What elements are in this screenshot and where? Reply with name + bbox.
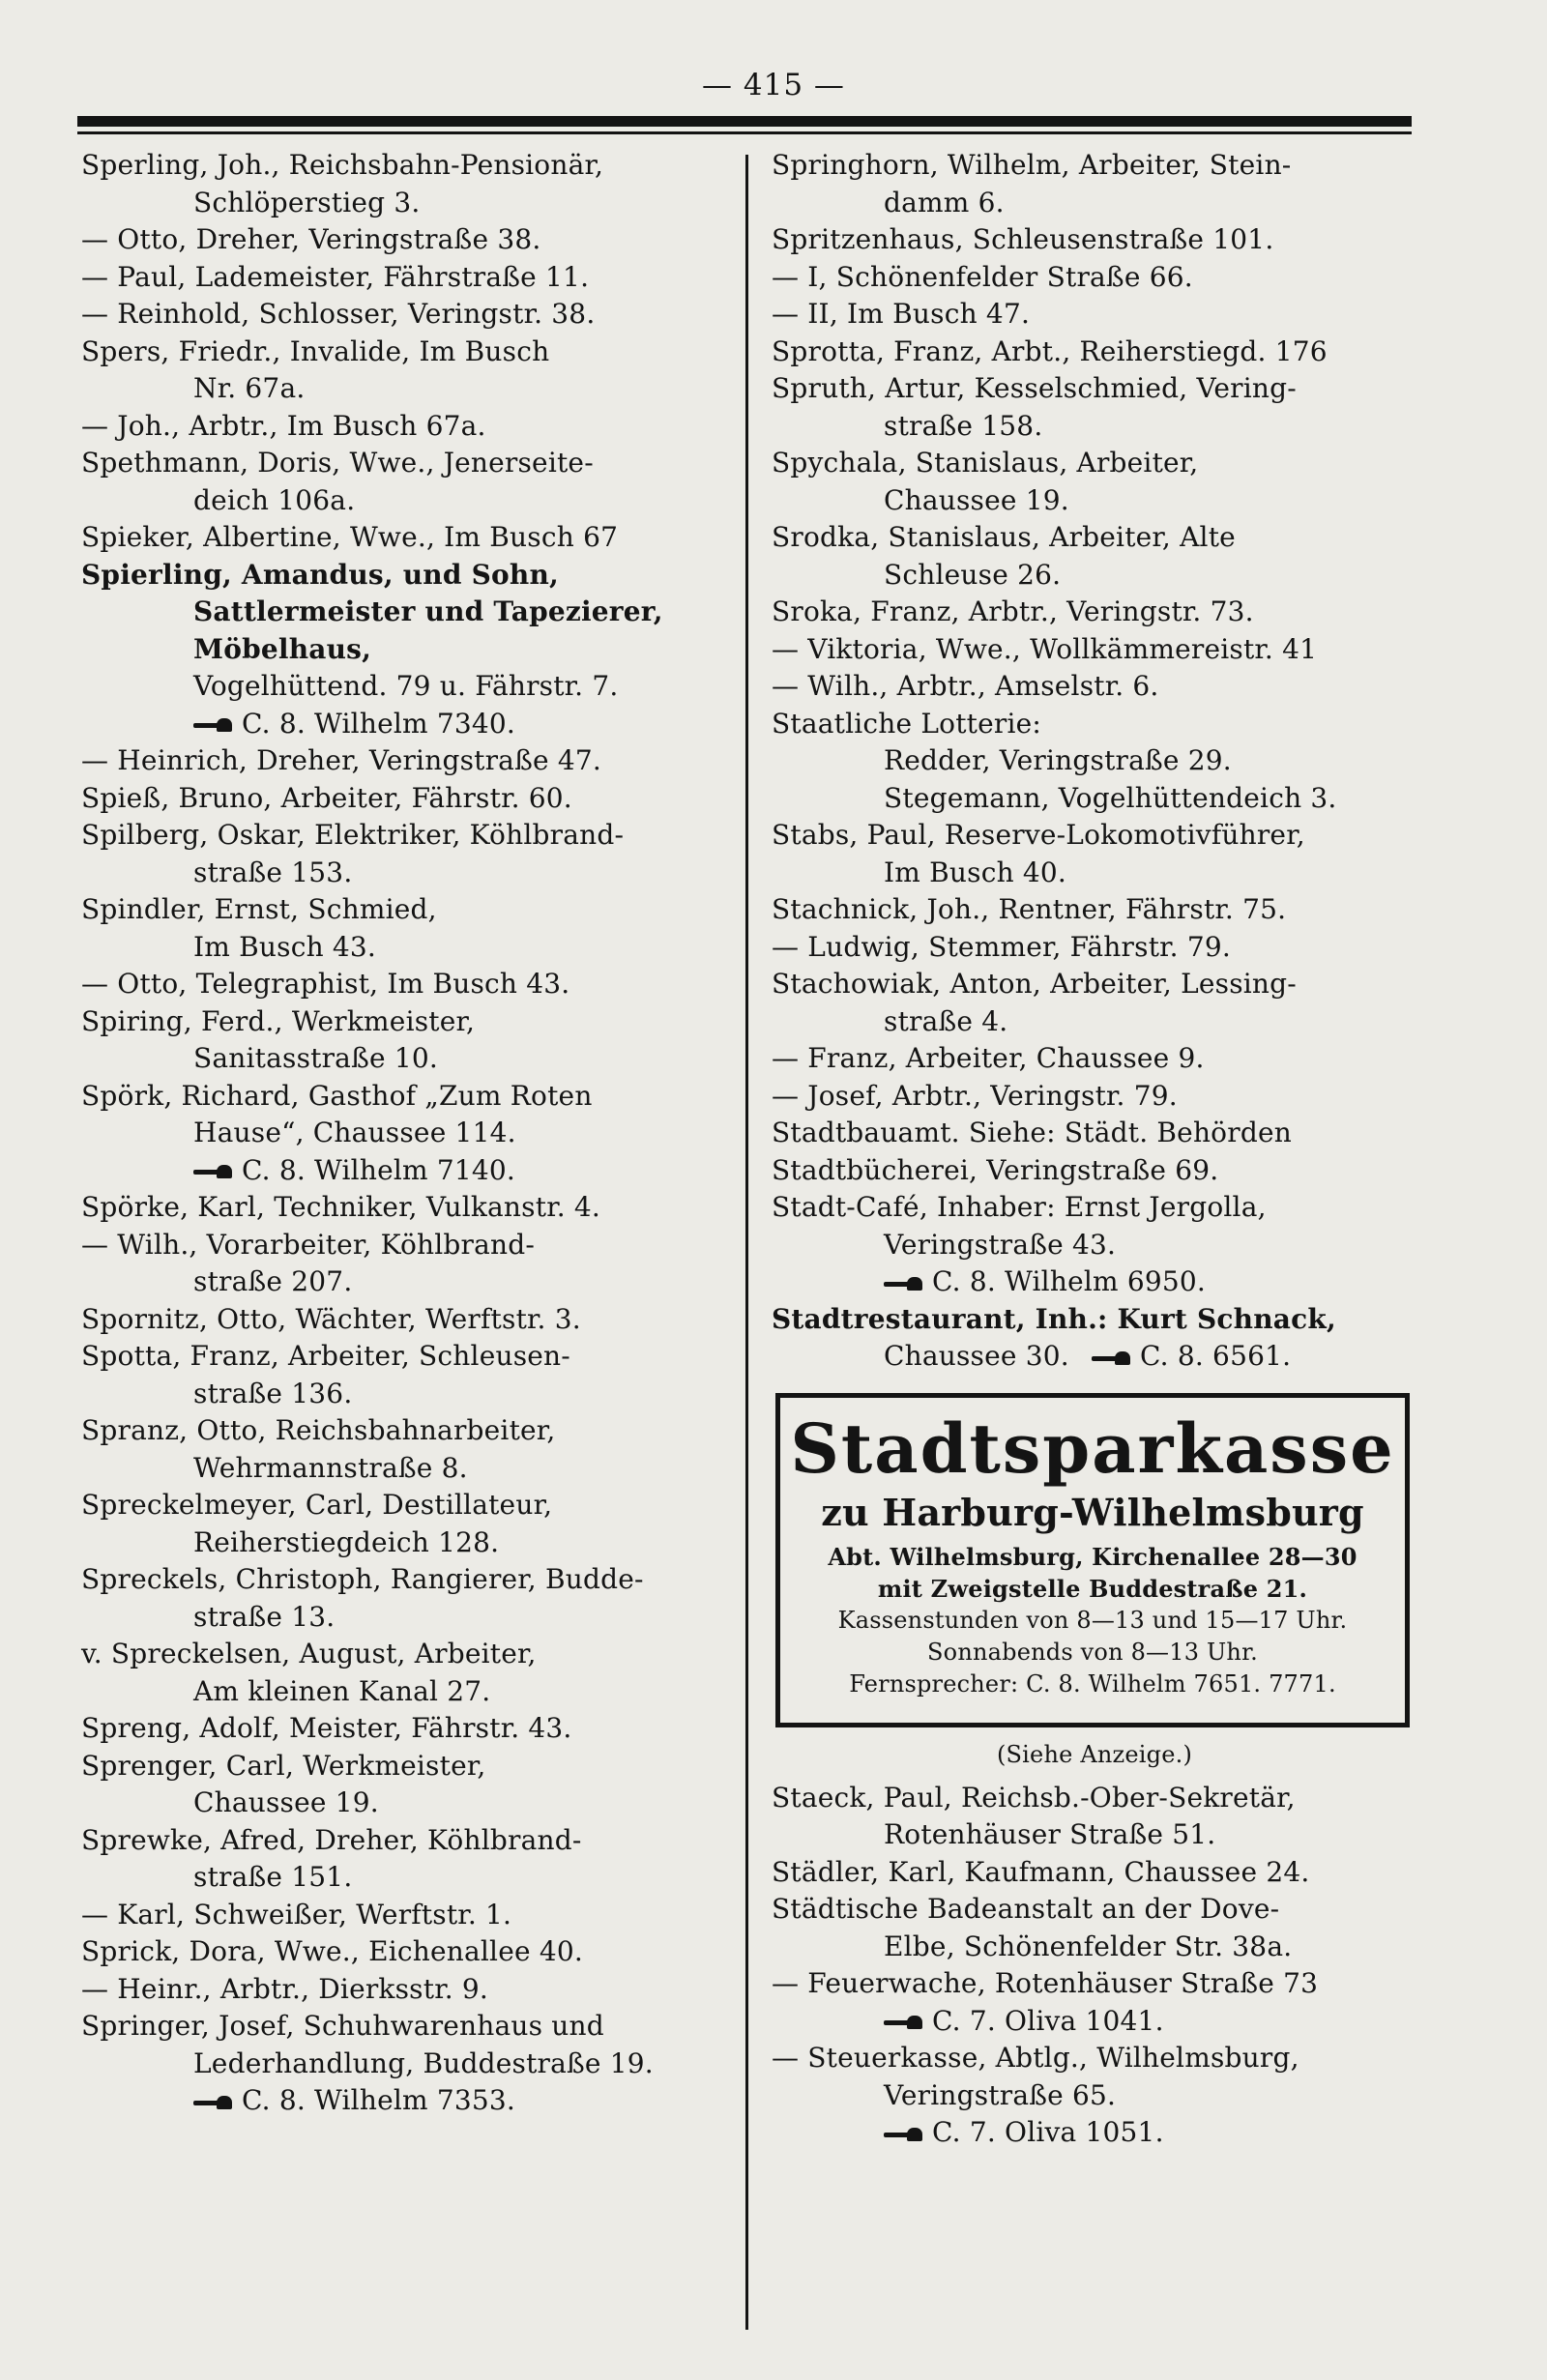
directory-entry [81,1338,731,1412]
directory-entry [81,557,731,743]
entry-line-indented: straße 13. [193,1600,336,1633]
telephone-icon [884,2016,922,2029]
entry-line: Spiring, Ferd., Werkmeister, [81,1004,476,1037]
directory-entry [81,1189,731,1227]
directory-entry [81,780,731,818]
entry-line: Stachowiak, Anton, Arbeiter, Lessing- [772,968,1297,1000]
entry-line: — Otto, Telegraphist, Im Busch 43. [81,968,570,1000]
directory-entry [81,1487,731,1561]
directory-entry [772,296,1417,334]
entry-line: — Reinhold, Schlosser, Veringstr. 38. [81,298,596,330]
entry-line-indented: Im Busch 40. [884,856,1067,888]
directory-entry [81,742,731,780]
directory-entry [81,147,731,221]
entry-line: — Steuerkasse, Abtlg., Wilhelmsburg, [772,2042,1299,2074]
directory-entry-stadtrestaurant [772,1301,1417,1376]
entry-line-indented: Nr. 67a. [193,372,306,404]
entry-line: Spotta, Franz, Arbeiter, Schleusen- [81,1340,570,1372]
entry-line-indented: Wehrmannstraße 8. [193,1451,468,1484]
entry-line: — II, Im Busch 47. [772,298,1031,330]
column-divider [745,155,748,2330]
telephone-icon [884,1277,922,1291]
entry-line-indented: deich 106a. [193,483,356,516]
directory-entry [81,259,731,297]
telephone-icon [193,718,232,732]
entry-line: Spethmann, Doris, Wwe., Jenerseite- [81,447,594,479]
entry-line-indented: Elbe, Schönenfelder Str. 38a. [884,1930,1293,1962]
entry-line: Sprick, Dora, Wwe., Eichenallee 40. [81,1935,583,1967]
entry-line: — Wilh., Arbtr., Amselstr. 6. [772,670,1159,702]
entry-line-indented: Stegemann, Vogelhüttendeich 3. [884,781,1337,814]
directory-entry [81,408,731,446]
stadtsparkasse-advertisement [775,1393,1410,1727]
entry-line-indented: straße 4. [884,1004,1008,1037]
entry-line-indented: straße 136. [193,1377,353,1409]
telephone-icon [193,1165,232,1178]
directory-entry [81,1971,731,2009]
entry-line-indented: Im Busch 43. [193,930,377,963]
directory-entry [81,1561,731,1636]
entry-line-indented: Chaussee 19. [193,1786,379,1818]
entry-line: Spornitz, Otto, Wächter, Werftstr. 3. [81,1302,581,1335]
entry-line: — Heinr., Arbtr., Dierksstr. 9. [81,1972,489,2005]
telephone-icon [193,2096,232,2109]
directory-entry [81,296,731,334]
directory-entry [772,1965,1417,2040]
entry-line: — Ludwig, Stemmer, Fährstr. 79. [772,930,1231,963]
entry-line: Stadtbücherei, Veringstraße 69. [772,1153,1219,1186]
entry-phone: C. 8. Wilhelm 6950. [932,1265,1207,1297]
directory-entry [772,1891,1417,1965]
entry-phone: C. 8. Wilhelm 7353. [242,2084,516,2116]
entry-phone-line [81,2082,731,2120]
directory-entry [772,668,1417,706]
entry-line-indented: Schlöperstieg 3. [193,186,421,218]
entry-line-indented: Vogelhüttend. 79 u. Fährstr. 7. [193,670,619,702]
right-column-top-entries [772,147,1417,1301]
entry-line: Spörk, Richard, Gasthof „Zum Roten [81,1079,593,1112]
entry-phone-line [772,2003,1417,2041]
entry-line: Srodka, Stanislaus, Arbeiter, Alte [772,521,1236,553]
entry-line: — Franz, Arbeiter, Chaussee 9. [772,1042,1205,1074]
entry-line: — Heinrich, Dreher, Veringstraße 47. [81,744,601,776]
page-number: — 415 — [702,68,845,102]
directory-entry [772,1040,1417,1078]
ad-title: Stadtsparkasse [790,1408,1395,1489]
entry-phone: C. 7. Oliva 1041. [932,2004,1164,2037]
entry-line-indented: Schleuse 26. [884,558,1062,591]
directory-entry [772,519,1417,594]
directory-entry [772,891,1417,929]
entry-phone: C. 8. Wilhelm 7340. [242,707,516,740]
entry-line-indented [772,1338,1417,1376]
entry-line: Städler, Karl, Kaufmann, Chaussee 24. [772,1855,1310,1888]
directory-entry [772,631,1417,669]
directory-entry [81,1822,731,1897]
directory-entry [81,966,731,1003]
directory-entry [81,1636,731,1710]
directory-entry [772,259,1417,297]
entry-line-indented: Redder, Veringstraße 29. [884,744,1232,776]
entry-line: Sprotta, Franz, Arbt., Reiherstiegd. 176 [772,334,1328,367]
left-column [81,147,731,2120]
entry-line: Spieß, Bruno, Arbeiter, Fährstr. 60. [81,781,572,814]
entry-line: Sprewke, Afred, Dreher, Köhlbrand- [81,1823,582,1856]
entry-line-bold: Möbelhaus, [193,632,372,665]
ad-line: Kassenstunden von 8—13 und 15—17 Uhr. [837,1606,1348,1634]
entry-phone-line [81,1152,731,1190]
directory-entry [81,519,731,557]
directory-entry [81,1897,731,1934]
entry-line-indented: straße 207. [193,1265,353,1297]
entry-line: — Paul, Lademeister, Fährstraße 11. [81,260,590,293]
entry-line: Sroka, Franz, Arbtr., Veringstr. 73. [772,595,1254,627]
directory-entry [772,147,1417,221]
telephone-icon [884,2128,922,2141]
entry-line: Springer, Josef, Schuhwarenhaus und [81,2010,604,2042]
entry-line: Spritzenhaus, Schleusenstraße 101. [772,223,1274,255]
entry-line: — Feuerwache, Rotenhäuser Straße 73 [772,1967,1319,1999]
entry-line-indented: Veringstraße 43. [884,1228,1117,1261]
ad-subtitle: zu Harburg-Wilhelmsburg [821,1490,1364,1534]
directory-entry [772,2040,1417,2152]
directory-entry [772,706,1417,818]
entry-line: Spruth, Artur, Kesselschmied, Vering- [772,372,1297,404]
directory-entry [772,1189,1417,1301]
directory-entry [81,891,731,966]
telephone-icon [1092,1351,1130,1365]
entry-line: Staatliche Lotterie: [772,707,1042,740]
entry-line: Spilberg, Oskar, Elektriker, Köhlbrand- [81,819,625,851]
header-rule-thin [77,131,1412,134]
entry-phone: C. 8. 6561. [1140,1340,1292,1372]
entry-line: — Joh., Arbtr., Im Busch 67a. [81,409,486,442]
entry-phone: C. 8. Wilhelm 7140. [242,1153,516,1186]
right-column [772,147,1417,2152]
entry-line-bold: Sattlermeister und Tapezierer, [193,595,663,627]
entry-line-indented: straße 151. [193,1861,353,1893]
directory-entry [772,1115,1417,1152]
right-column-bottom-entries [772,1780,1417,2152]
directory-entry [81,1412,731,1487]
directory-entry [81,2008,731,2120]
entry-line: — I, Schönenfelder Straße 66. [772,260,1193,293]
directory-entry [772,817,1417,891]
entry-address: Chaussee 30. [884,1340,1069,1372]
directory-entry [81,1301,731,1339]
entry-line: Stachnick, Joh., Rentner, Fährstr. 75. [772,893,1287,925]
entry-line: Stadt-Café, Inhaber: Ernst Jergolla, [772,1191,1267,1223]
ad-line: Fernsprecher: C. 8. Wilhelm 7651. 7771. [849,1669,1336,1698]
entry-line: Stadtbauamt. Siehe: Städt. Behörden [772,1117,1292,1148]
entry-line: — Josef, Arbtr., Veringstr. 79. [772,1079,1178,1112]
entry-line: Spers, Friedr., Invalide, Im Busch [81,334,550,367]
entry-line: Spreng, Adolf, Meister, Fährstr. 43. [81,1712,572,1744]
entry-line-indented: Sanitasstraße 10. [193,1042,438,1074]
entry-line: Stabs, Paul, Reserve-Lokomotivführer, [772,819,1305,851]
directory-entry [772,966,1417,1040]
entry-line: Spörke, Karl, Techniker, Vulkanstr. 4. [81,1191,601,1223]
ad-note: (Siehe Anzeige.) [996,1740,1193,1768]
entry-line-indented: Lederhandlung, Buddestraße 19. [193,2046,654,2079]
ad-line: Abt. Wilhelmsburg, Kirchenallee 28—30 [828,1542,1357,1571]
directory-entry [81,1078,731,1190]
entry-line-indented: Reiherstiegdeich 128. [193,1525,500,1558]
entry-phone-line [772,1263,1417,1301]
directory-entry [81,445,731,519]
entry-line-bold: Spierling, Amandus, und Sohn, [81,558,559,591]
entry-line-indented: Chaussee 19. [884,483,1069,516]
directory-entry [81,334,731,408]
entry-phone: C. 7. Oliva 1051. [932,2116,1164,2148]
entry-line-indented: damm 6. [884,186,1005,218]
directory-entry [772,445,1417,519]
entry-phone-line [81,706,731,743]
entry-line: Spranz, Otto, Reichsbahnarbeiter, [81,1414,556,1446]
entry-line-indented: Am kleinen Kanal 27. [193,1674,491,1707]
directory-entry [772,1152,1417,1190]
directory-entry [81,1227,731,1301]
entry-line-indented: Veringstraße 65. [884,2078,1117,2111]
ad-line: Sonnabends von 8—13 Uhr. [927,1638,1258,1666]
entry-line-indented: Rotenhäuser Straße 51. [884,1818,1216,1850]
entry-line: — Otto, Dreher, Veringstraße 38. [81,223,541,255]
directory-entry [772,1854,1417,1892]
header-rule [77,116,1412,127]
entry-line: v. Spreckelsen, August, Arbeiter, [81,1638,537,1669]
entry-line: Sperling, Joh., Reichsbahn-Pensionär, [81,149,604,181]
entry-line: Städtische Badeanstalt an der Dove- [772,1893,1280,1925]
directory-entry [81,817,731,891]
entry-line: Spieker, Albertine, Wwe., Im Busch 67 [81,521,619,553]
entry-line: — Karl, Schweißer, Werftstr. 1. [81,1898,512,1930]
entry-line-indented: Hause“, Chaussee 114. [193,1117,516,1148]
entry-phone-line [772,2114,1417,2152]
directory-entry [772,929,1417,967]
ad-line: mit Zweigstelle Buddestraße 21. [877,1574,1308,1603]
entry-line-bold: Stadtrestaurant, Inh.: Kurt Schnack, [772,1302,1336,1335]
entry-line: Spreckelmeyer, Carl, Destillateur, [81,1489,553,1521]
directory-entry [772,1078,1417,1116]
directory-entry [81,221,731,259]
directory-entry [772,370,1417,445]
entry-line-indented: straße 158. [884,409,1043,442]
directory-entry [81,1003,731,1078]
entry-line: Spreckels, Christoph, Rangierer, Budde- [81,1563,644,1595]
entry-line: Sprenger, Carl, Werkmeister, [81,1749,486,1782]
directory-entry [81,1748,731,1822]
entry-line: Springhorn, Wilhelm, Arbeiter, Stein- [772,149,1292,181]
entry-line-indented: straße 153. [193,856,353,888]
directory-entry [772,334,1417,371]
directory-entry [772,1780,1417,1854]
directory-entry [81,1710,731,1748]
directory-entry [81,1933,731,1971]
directory-entry [772,594,1417,631]
entry-line: Staeck, Paul, Reichsb.-Ober-Sekretär, [772,1781,1296,1814]
entry-line: Spindler, Ernst, Schmied, [81,893,437,925]
entry-line: — Wilh., Vorarbeiter, Köhlbrand- [81,1228,536,1261]
entry-line: Spychala, Stanislaus, Arbeiter, [772,447,1199,479]
entry-line: — Viktoria, Wwe., Wollkämmereistr. 41 [772,632,1318,665]
directory-entry [772,221,1417,259]
